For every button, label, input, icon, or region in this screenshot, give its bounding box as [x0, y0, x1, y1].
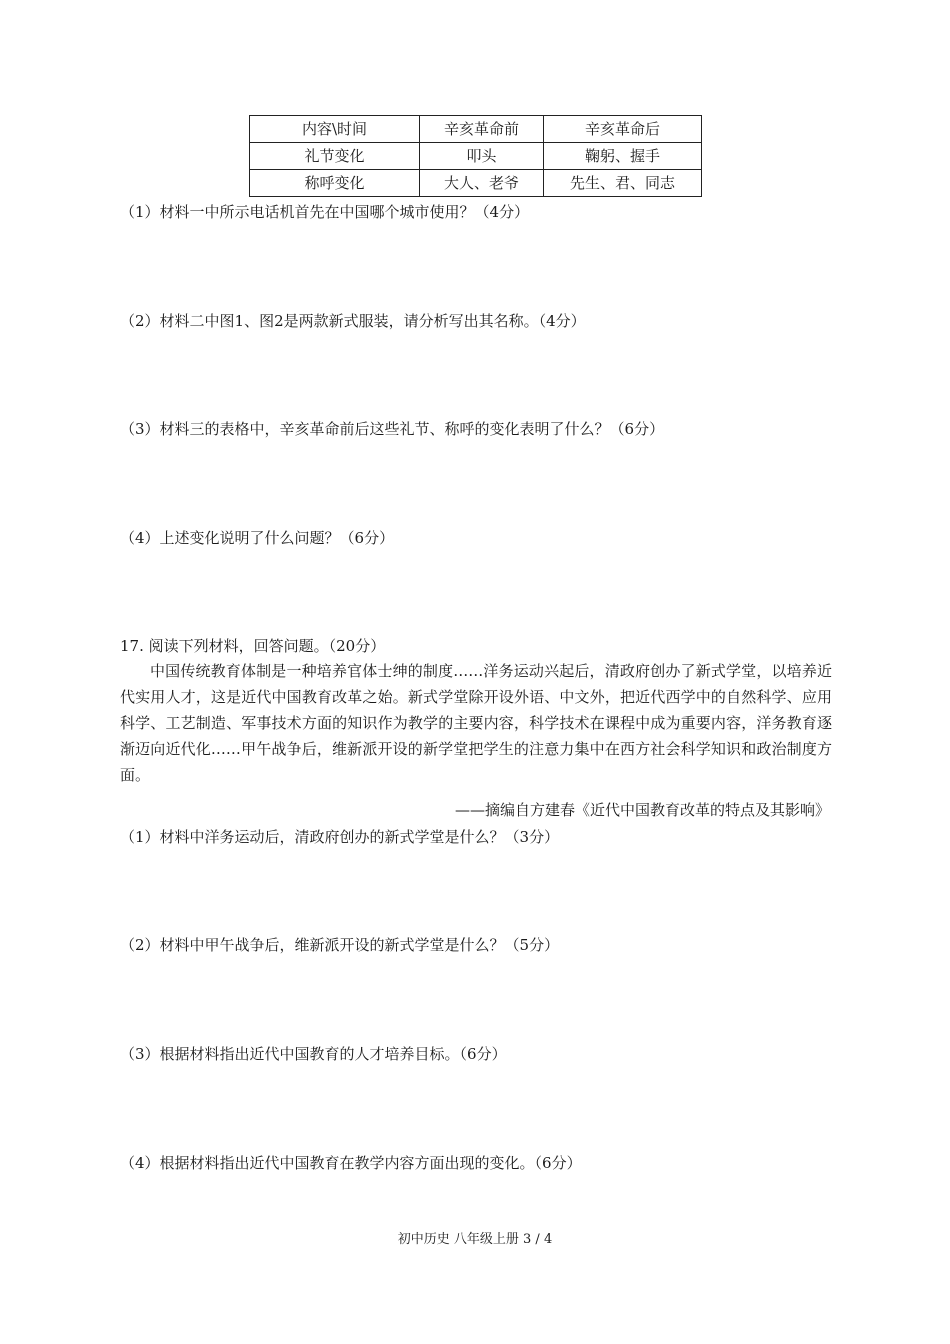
table-cell: 礼节变化: [250, 143, 420, 170]
q17-source: ——摘编自方建春《近代中国教育改革的特点及其影响》: [454, 801, 830, 819]
q17-sub4: （4）根据材料指出近代中国教育在教学内容方面出现的变化。（6分）: [120, 1154, 582, 1172]
q17-sub1: （1）材料中洋务运动后，清政府创办的新式学堂是什么？（3分）: [120, 828, 560, 846]
table-cell: 鞠躬、握手: [544, 143, 702, 170]
q17-sub3: （3）根据材料指出近代中国教育的人才培养目标。（6分）: [120, 1045, 507, 1063]
table-cell: 叩头: [420, 143, 544, 170]
table-header-cell: 辛亥革命后: [544, 116, 702, 143]
q17-material: [120, 658, 832, 788]
q17-sub2: （2）材料中甲午战争后，维新派开设的新式学堂是什么？（5分）: [120, 936, 560, 954]
table-cell: 称呼变化: [250, 170, 420, 197]
q17-heading: 17. 阅读下列材料，回答问题。（20分）: [120, 637, 386, 655]
q17-material-text: 中国传统教育体制是一种培养官体士绅的制度……洋务运动兴起后，清政府创办了新式学堂，以培养近代实用人才，这是近代中国教育改革之始。新式学堂除开设外语、中文外，把近代西学中的自然科学、应用科学、工艺制造、军事技术方面的知识作为教学的主要内容，科学技术在课程中成为重要内容，洋务教育逐渐迈向近代化……甲午战争后，维新派开设的新学堂把学生的注意力集中在西方社会科学知识和政治制度方面。: [120, 662, 832, 784]
q16-sub2: （2）材料二中图1、图2是两款新式服装，请分析写出其名称。（4分）: [120, 312, 586, 330]
q16-sub1: （1）材料一中所示电话机首先在中国哪个城市使用？（4分）: [120, 203, 530, 221]
table-cell: 先生、君、同志: [544, 170, 702, 197]
table-header-cell: 辛亥革命前: [420, 116, 544, 143]
table-cell: 大人、老爷: [420, 170, 544, 197]
q16-sub3: （3）材料三的表格中，辛亥革命前后这些礼节、称呼的变化表明了什么？（6分）: [120, 420, 665, 438]
table-row: [250, 170, 702, 197]
comparison-table: [249, 115, 702, 197]
q16-sub4: （4）上述变化说明了什么问题？（6分）: [120, 529, 395, 547]
table-header-cell: 内容\时间: [250, 116, 420, 143]
page-footer: 初中历史 八年级上册 3 / 4: [397, 1232, 553, 1247]
table-row: [250, 143, 702, 170]
table-header-row: [250, 116, 702, 143]
